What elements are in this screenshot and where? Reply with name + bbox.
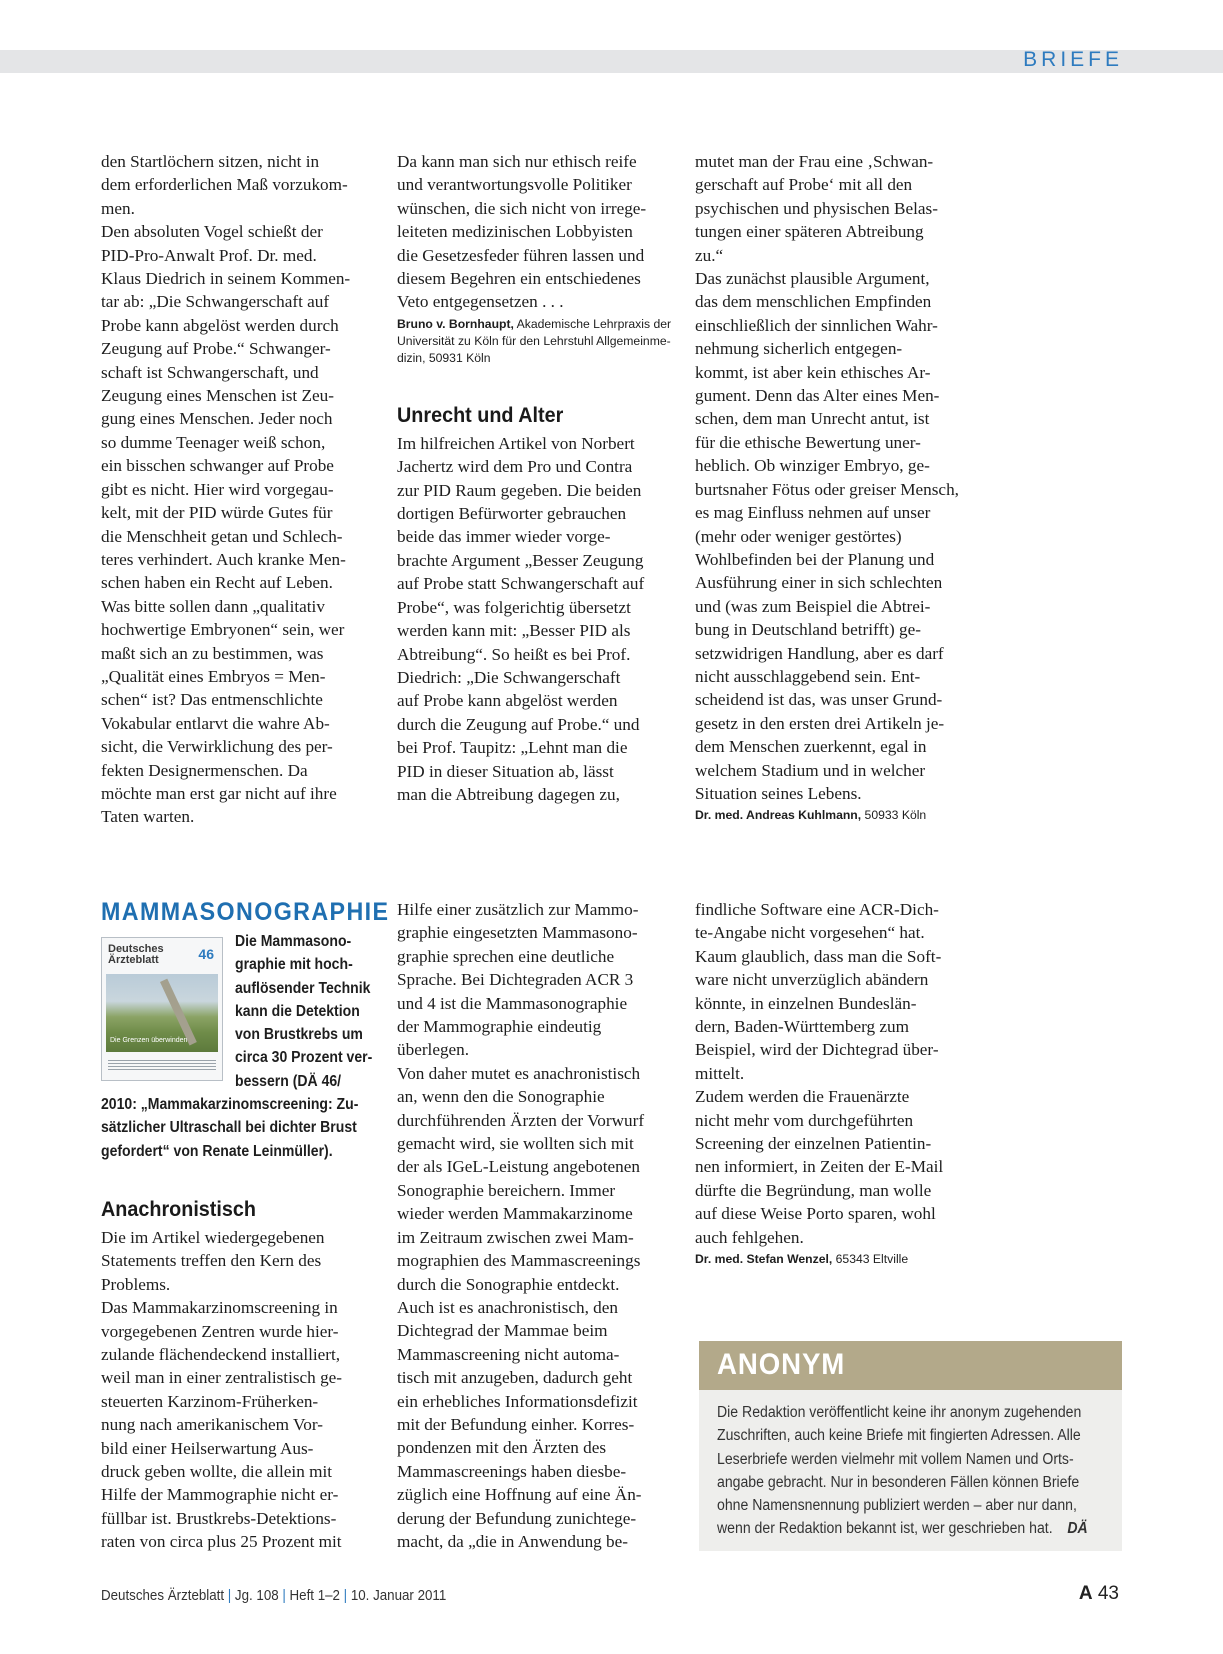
text-line: an, wenn den die Sonographie [397,1087,605,1107]
journal-volume: Jg. 108 [234,1588,279,1604]
text-line: weil man in einer zentralistisch ge- [101,1368,343,1388]
text-line: im Zeitraum zwischen zwei Mam- [397,1227,634,1247]
text-line: kelt, mit der PID würde Gutes für [101,503,333,523]
text-line: Sonographie bereichern. Immer [397,1180,616,1200]
text-line: durchführenden Ärzten der Vorwurf [397,1110,645,1130]
text-line: Dichtegrad der Mammae beim [397,1321,608,1341]
text-line: Klaus Diedrich in seinem Kommen- [101,269,351,289]
text-line: Von daher mutet es anachronistisch [397,1063,641,1083]
text-line: graphie mit hoch- [235,956,353,974]
text-line: gefordert“ von Renate Leinmüller). [101,1142,333,1160]
section-label: BRIEFE [1023,48,1123,71]
text-line: sicht, die Verwirklichung des per- [101,737,333,757]
anonym-box-header [699,1341,1122,1390]
text-line: nicht ausschlaggebend sein. Ent- [695,666,921,686]
page-number: A 43 [1078,1583,1119,1604]
signature-place: 50933 Köln [861,808,927,823]
text-line: kann die Detektion [235,1002,360,1020]
text-line: der als IGeL-Leistung angebotenen [397,1157,640,1177]
letter-signature [695,807,975,824]
text-line: Hilfe einer zusätzlich zur Mammo- [397,900,639,919]
letter-headline: Unrecht und Alter [397,402,564,427]
text-line: bild einer Heilserwartung Aus- [101,1438,314,1458]
signature-name: Dr. med. Stefan Wenzel, [695,1252,833,1267]
text-line: Mammascreenings haben diesbe- [397,1461,627,1481]
text-line: füllbar ist. Brustkrebs-Detektions- [101,1508,337,1528]
text-line: bung in Deutschland betrifft) ge- [695,620,921,640]
cover-title: Deutsches Ärzteblatt [108,943,164,966]
text-line: bei Prof. Taupitz: „Lehnt man die [397,738,628,758]
text-line: heblich. Ob winziger Embryo, ge- [695,456,930,476]
text-line: und 4 ist die Mammasonographie [397,993,628,1013]
anonym-box-text: Die Redaktion veröffentlicht keine ihr anonym zugehenden Zuschriften, auch keine Briefe mit fingierten Adressen. Alle Leserbriefe werden vielmehr mit vollem Namen und Orts- angabe gebracht. Nur in besonderen Fällen können Briefe ohne Namensnennung publiziert werden – aber nur dann, wenn der Redaktion bekannt ist, wer geschrieben hat. DÄ [717,1404,1088,1538]
text-line: Im hilfreichen Artikel von Norbert [397,433,635,453]
text-line: Probe“, was folgerichtig übersetzt [397,597,631,617]
text-line: Auch ist es anachronistisch, den [397,1297,618,1317]
text-line: nen informiert, in Zeiten der E-Mail [695,1157,944,1177]
text-line: 2010: „Mammakarzinomscreening: Zu- [101,1096,359,1113]
text-line: Ausführung einer in sich schlechten [695,573,943,593]
text-line: tisch mit anzugeben, dadurch geht [397,1368,633,1388]
text-line: mit der Befundung einher. Korres- [397,1414,635,1434]
text-line: ein bisschen schwanger auf Probe [101,456,334,476]
text-line: Statements treffen den Kern des [101,1251,322,1271]
text-line: schen“ ist? Das entmenschlichte [101,690,323,710]
text-line: Sprache. Bei Dichtegraden ACR 3 [397,970,634,990]
text-line: von Brustkrebs um [235,1026,363,1044]
text-line: men. [101,198,135,218]
text-line: so dumme Teenager weiß schon, [101,432,326,452]
text-line: der Mammographie eindeutig [397,1017,602,1037]
text-line: und (was zum Beispiel die Abtrei- [695,596,931,616]
text-line: gemacht wird, sie wollten sich mit [397,1134,634,1154]
text-line: dern, Baden-Württemberg zum [695,1017,909,1037]
text-line: durch die Zeugung auf Probe.“ und [397,714,640,734]
text-line: Jachertz wird dem Pro und Contra [397,457,633,477]
text-line: wieder werden Mammakarzinome [397,1204,633,1224]
text-line: tar ab: „Die Schwangerschaft auf [101,292,330,312]
text-line: Zeugung auf Probe.“ Schwanger- [101,339,331,359]
text-line: te-Angabe nicht vorgesehen“ hat. [695,923,925,943]
text-line: Was bitte sollen dann „qualitativ [101,596,325,616]
text-line: Taten warten. [101,807,195,827]
text-line: brachte Argument „Besser Zeugung [397,550,644,570]
text-line: raten von circa plus 25 Prozent mit [101,1532,342,1552]
text-line: nehmung sicherlich entgegen- [695,339,903,359]
text-line: vorgegebenen Zentren wurde hier- [101,1321,339,1341]
column-2-bottom [397,898,677,1553]
journal-name: Deutsches Ärzteblatt [101,1588,225,1604]
text-line: bessern (DÄ 46/ [235,1072,342,1090]
letter-body [397,432,677,807]
cover-issue-number: 46 [198,946,214,962]
text-line: graphie eingesetzten Mammasono- [397,923,638,943]
text-line: schen, dem man Unrecht antut, ist [695,409,930,429]
text-line: druck geben wollte, die allein mit [101,1462,333,1482]
text-line: Das Mammakarzinomscreening in [101,1298,338,1318]
text-line: gesetz in den ersten drei Artikeln je- [695,713,945,733]
text-line: werden kann mit: „Besser PID als [397,621,631,641]
text-line: Mammascreening nicht automa- [397,1344,620,1364]
anonym-box-title: ANONYM [717,1348,846,1381]
letter-body [101,150,381,829]
page-footer: Deutsches Ärzteblatt | Jg. 108 | Heft 1–2 | 10. Januar 2011 [101,1588,447,1604]
column-2-top [397,150,677,806]
text-line: PID in dieser Situation ab, lässt [397,761,614,781]
text-line: auf Probe kann abgelöst werden [397,691,618,711]
text-line: und verantwortungsvolle Politiker [397,175,632,195]
text-line: auf Probe statt Schwangerschaft auf [397,574,645,594]
signature-line: Akademische Lehrpraxis der [516,316,672,331]
text-line: auflösender Technik [235,979,371,997]
text-line: Die im Artikel wiedergegebenen [101,1228,325,1247]
text-line: man die Abtreibung dagegen zu, [397,784,620,804]
text-line: es mag Einfluss nehmen auf unser [695,503,931,523]
text-line: die Menschheit getan und Schlech- [101,526,343,546]
journal-date: 10. Januar 2011 [350,1588,447,1604]
letter-body [101,1226,381,1554]
text-line: den Startlöchern sitzen, nicht in [101,152,320,171]
text-line: schen haben ein Recht auf Leben. [101,573,333,593]
text-line: zu.“ [695,245,724,265]
text-line: Den absoluten Vogel schießt der [101,222,323,242]
cover-caption: Die Grenzen überwinden [110,1037,188,1044]
text-line: zulande flächendeckend installiert, [101,1345,341,1365]
text-line: könnte, in einzelnen Bundeslän- [695,993,917,1013]
letter-signature [397,316,677,367]
text-line: Das zunächst plausible Argument, [695,269,930,289]
text-line: Vokabular entlarvt die wahre Ab- [101,713,330,733]
column-1-bottom-body [101,1197,381,1554]
anonym-notice-box [699,1341,1122,1551]
text-line: setzwidrigen Handlung, aber es darf [695,643,944,663]
text-line: gerschaft auf Probe‘ mit all den [695,175,913,195]
text-line: teres verhindert. Auch kranke Men- [101,549,346,569]
text-line: überlegen. [397,1040,470,1060]
text-line: ware nicht unverzüglich abändern [695,970,929,990]
text-line: Probe kann abgelöst werden durch [101,315,339,335]
text-line: auf diese Weise Porto sparen, wohl [695,1204,936,1224]
text-line: nung nach amerikanischem Vor- [101,1415,323,1435]
text-line: psychischen und physischen Belas- [695,198,938,218]
text-line: sätzlicher Ultraschall bei dichter Brust [101,1119,357,1137]
text-line: mographien des Mammascreenings [397,1251,641,1271]
intro-text-wrap [235,930,372,1093]
intro-text-full [101,1093,358,1163]
text-line: Da kann man sich nur ethisch reife [397,152,637,171]
text-line: Kaum glaublich, dass man die Soft- [695,946,942,966]
text-line: maßt sich an zu bestimmen, was [101,643,324,663]
text-line: nicht mehr vom durchgeführten [695,1110,914,1130]
text-line: Zeugung eines Menschen ist Zeu- [101,386,334,406]
text-line: findliche Software eine ACR-Dich- [695,900,939,919]
text-line: Screening der einzelnen Patientin- [695,1134,932,1154]
text-line: scheidend ist das, was unser Grund- [695,690,943,710]
column-1-bottom [101,898,390,927]
text-line: wünschen, die sich nicht von irrege- [397,198,647,218]
text-line: burtsnaher Fötus oder greiser Mensch, [695,479,959,499]
text-line: beide das immer wieder vorge- [397,527,611,547]
text-line: dem Menschen zuerkennt, egal in [695,737,927,757]
letter-body [695,150,975,805]
text-line: Wohlbefinden bei der Planung und [695,549,935,569]
column-3-top [695,150,975,824]
text-line: tungen einer späteren Abtreibung [695,222,924,242]
letter-signature [695,1251,975,1268]
text-line: möchte man erst gar nicht auf ihre [101,783,337,803]
text-line: gung eines Menschen. Jeder noch [101,409,333,429]
letter-body [397,898,677,1553]
text-line: (mehr oder weniger gestörtes) [695,526,902,546]
text-line: diesem Begehren ein entschiedenes [397,269,641,289]
text-line: „Qualität eines Embryos = Men- [101,666,326,686]
text-line: Zudem werden die Frauenärzte [695,1087,910,1107]
text-line: mutet man der Frau eine ‚Schwan- [695,152,934,171]
text-line: circa 30 Prozent ver- [235,1049,373,1067]
text-line: durch die Sonographie entdeckt. [397,1274,620,1294]
text-line: steuerten Karzinom-Früherken- [101,1391,319,1411]
text-line: auch fehlgehen. [695,1227,804,1247]
text-line: PID-Pro-Anwalt Prof. Dr. med. [101,245,317,265]
text-line: Hilfe der Mammographie nicht er- [101,1485,339,1505]
signature-line: dizin, 50931 Köln [397,350,491,365]
text-line: für die ethische Bewertung uner- [695,432,921,452]
text-line: züglich eine Hoffnung auf eine Än- [397,1485,642,1505]
text-line: dortigen Befürworter gebrauchen [397,504,627,524]
text-line: Situation seines Lebens. [695,783,862,803]
editorial-mark: DÄ [1067,1520,1088,1538]
topic-heading: MAMMASONOGRAPHIE [101,898,390,926]
text-line: Diedrich: „Die Schwangerschaft [397,667,621,687]
signature-line: Universität zu Köln für den Lehrstuhl Allgemeinme- [397,333,671,348]
text-line: gibt es nicht. Hier wird vorgegau- [101,479,334,499]
text-line: hochwertige Embryonen“ sein, wer [101,620,345,640]
column-3-bottom [695,898,975,1268]
text-line: leiteten medizinischen Lobbyisten [397,222,633,242]
text-line: dürfte die Begründung, man wolle [695,1180,932,1200]
text-line: einschließlich der sinnlichen Wahr- [695,315,938,335]
text-line: derung der Befundung zunichtege- [397,1508,637,1528]
magazine-cover-thumbnail [101,937,223,1081]
text-line: macht, da „die in Anwendung be- [397,1531,629,1551]
text-line: das dem menschlichen Empfinden [695,292,932,312]
text-line: zur PID Raum gegeben. Die beiden [397,480,642,500]
letter-headline: Anachronistisch [101,1197,256,1221]
text-line: kommt, ist aber kein ethisches Ar- [695,362,931,382]
text-line: schaft ist Schwangerschaft, und [101,362,319,382]
text-line: welchem Stadium und in welcher [695,760,926,780]
signature-place: 65343 Eltville [832,1252,909,1267]
text-line: mittelt. [695,1063,745,1083]
text-line: Die Mammasono- [235,933,352,950]
cover-text-lines [108,1060,216,1070]
text-line: Abtreibung“. So heißt es bei Prof. [397,644,631,664]
text-line: fekten Designermenschen. Da [101,760,308,780]
text-line: Beispiel, wird der Dichtegrad über- [695,1040,939,1060]
letter-body [397,150,677,314]
text-line: pondenzen mit den Ärzten des [397,1438,607,1458]
signature-name: Dr. med. Andreas Kuhlmann, [695,808,862,823]
text-line: ein erhebliches Informationsdefizit [397,1391,638,1411]
text-line: graphie sprechen eine deutliche [397,946,615,966]
journal-issue: Heft 1–2 [289,1588,340,1604]
signature-name: Bruno v. Bornhaupt, [397,316,514,331]
text-line: gument. Denn das Alter eines Men- [695,386,940,406]
text-line: die Gesetzesfeder führen lassen und [397,245,645,265]
letter-body [695,898,975,1249]
text-line: dem erforderlichen Maß vorzukom- [101,175,348,195]
text-line: Veto entgegensetzen . . . [397,292,564,312]
column-1-top [101,150,381,829]
text-line: Problems. [101,1274,171,1294]
